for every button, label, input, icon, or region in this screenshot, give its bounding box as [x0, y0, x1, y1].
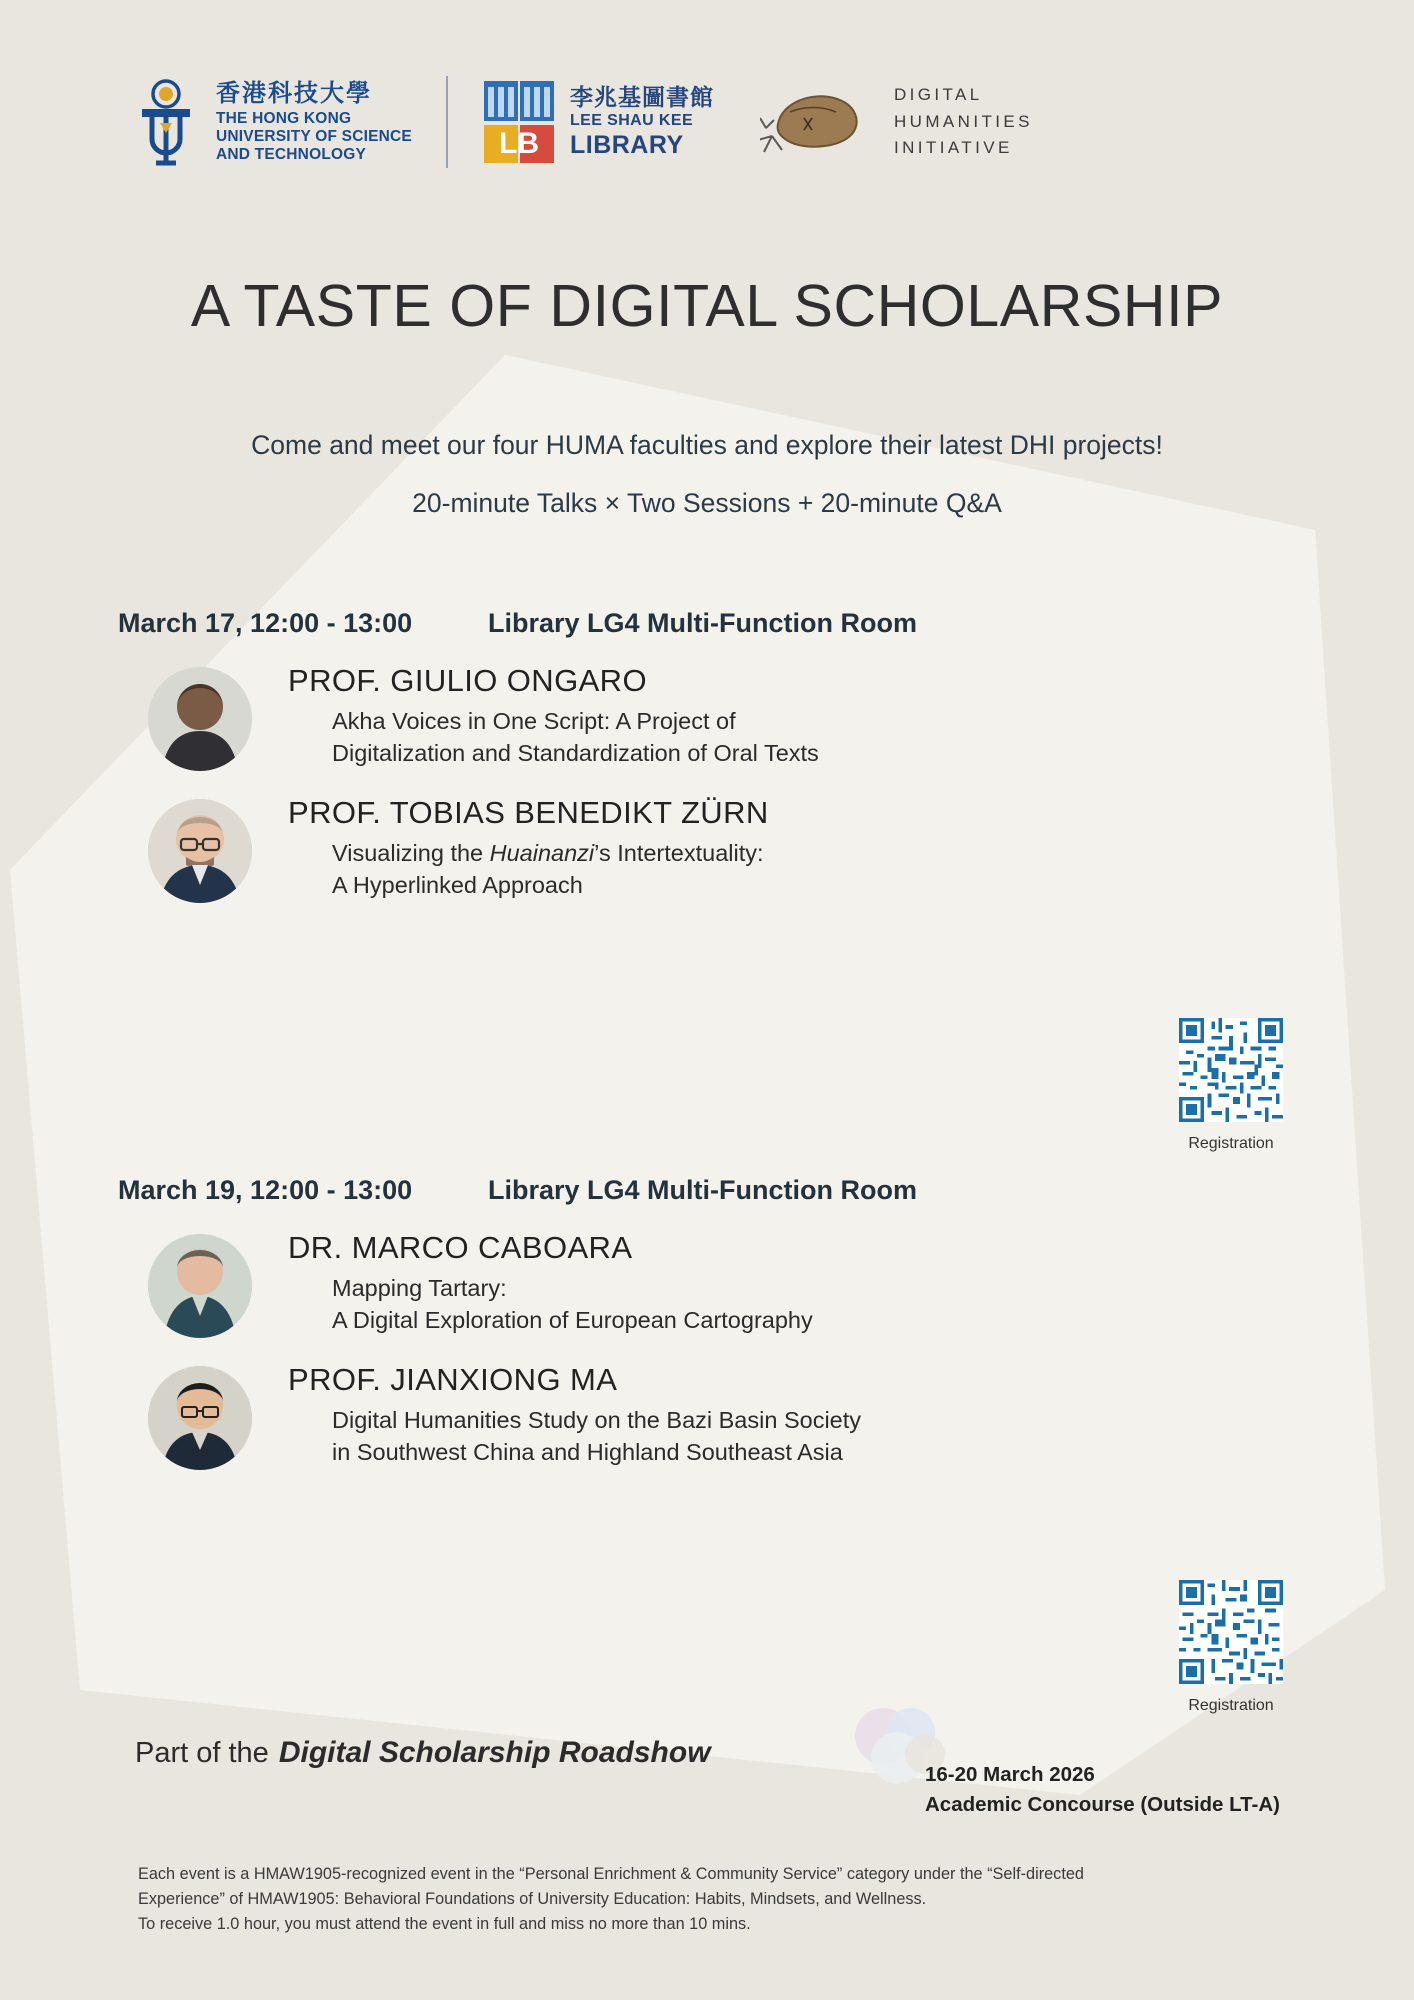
- talk-title-line2: Digitalization and Standardization of Oral Texts: [332, 740, 819, 767]
- talk-item: [118, 1228, 1304, 1338]
- poster-title: A TASTE OF DIGITAL SCHOLARSHIP: [190, 273, 1224, 339]
- speaker-name: PROF. GIULIO ONGARO: [288, 663, 647, 698]
- qr-code-icon[interactable]: [1179, 1580, 1283, 1684]
- talk-title-line1: [332, 837, 769, 869]
- speaker-portrait: [148, 667, 252, 771]
- session-2-venue: Library LG4 Multi-Function Room: [488, 1175, 917, 1205]
- speaker-portrait: [148, 799, 252, 903]
- roadshow-dates: 16-20 March 2026: [925, 1763, 1095, 1786]
- talk-title: [332, 1272, 813, 1337]
- dhi-line3: INITIATIVE: [893, 138, 1013, 158]
- qr-code-icon[interactable]: [1179, 1018, 1283, 1122]
- speaker-name: DR. MARCO CABOARA: [288, 1230, 633, 1265]
- session-2-header: [118, 1175, 1304, 1206]
- talk-text: [288, 661, 819, 770]
- dhi-line1: DIGITAL: [893, 85, 983, 105]
- talk-title: [332, 837, 769, 902]
- portrait-zurn: [148, 799, 252, 903]
- talk-item: [118, 793, 1304, 903]
- session-1: [118, 608, 1304, 903]
- logo-bar: [130, 62, 1284, 182]
- talk-text: [288, 1360, 861, 1469]
- portrait-ongaro: [148, 667, 252, 771]
- speaker-portrait: [148, 1234, 252, 1338]
- talk-title-line2: A Hyperlinked Approach: [332, 872, 583, 899]
- library-name-en2: LIBRARY: [569, 131, 684, 160]
- registration-qr-2[interactable]: [1166, 1580, 1296, 1715]
- speaker-name: PROF. JIANXIONG MA: [288, 1362, 618, 1397]
- library-name-en1: LEE SHAU KEE: [569, 112, 694, 130]
- talk-title-line2: A Digital Exploration of European Cartography: [332, 1307, 813, 1334]
- fineprint: [138, 1862, 1294, 1937]
- hkust-crest-icon: [130, 77, 202, 167]
- talk-title: [332, 705, 819, 770]
- session-1-header: [118, 608, 1304, 639]
- talk-text: [288, 1228, 813, 1337]
- roadshow-prefix: Part of the: [135, 1737, 269, 1769]
- talk-title: [332, 1404, 861, 1469]
- portrait-caboara: [148, 1234, 252, 1338]
- talk-item: [118, 661, 1304, 771]
- fineprint-line1: Each event is a HMAW1905-recognized event in the “Personal Enrichment & Community Service” category under the “Self-directed: [138, 1865, 1084, 1883]
- library-name-chinese: 李兆基圖書館: [569, 83, 714, 110]
- hkust-name-line2: UNIVERSITY OF SCIENCE: [216, 128, 412, 146]
- talk-title-post: ’s Intertextuality:: [594, 840, 764, 866]
- library-logo: [482, 79, 714, 165]
- qr-caption: Registration: [1188, 1697, 1274, 1714]
- fineprint-line3: To receive 1.0 hour, you must attend the event in full and miss no more than 10 mins.: [138, 1914, 751, 1933]
- fineprint-line2: Experience” of HMAW1905: Behavioral Foundations of University Education: Habits, Mindsets, and Wellness.: [138, 1889, 927, 1908]
- portrait-ma: [148, 1366, 252, 1470]
- hkust-name-line1: THE HONG KONG: [216, 110, 352, 128]
- talk-title-italic: Huainanzi: [489, 840, 595, 866]
- dhi-wordmark: [894, 82, 1033, 161]
- dhi-logo: [760, 82, 1033, 161]
- hkust-name-chinese: 香港科技大學: [216, 79, 372, 107]
- oracle-bone-icon: [760, 84, 868, 160]
- speaker-name: PROF. TOBIAS BENEDIKT ZÜRN: [288, 795, 769, 830]
- hkust-wordmark: [216, 80, 412, 165]
- library-building-icon: [482, 79, 556, 165]
- qr-caption: Registration: [1188, 1135, 1274, 1152]
- session-1-date: March 17, 12:00 - 13:00: [118, 608, 413, 638]
- talk-title-line1: Digital Humanities Study on the Bazi Basin Society: [332, 1407, 862, 1433]
- hkust-name-line3: AND TECHNOLOGY: [216, 146, 367, 164]
- poster-subtitle-1: Come and meet our four HUMA faculties and explore their latest DHI projects!: [251, 430, 1163, 460]
- talk-title-line1: Akha Voices in One Script: A Project of: [332, 708, 736, 734]
- session-2: [118, 1175, 1304, 1470]
- talk-item: [118, 1360, 1304, 1470]
- session-2-date: March 19, 12:00 - 13:00: [118, 1175, 413, 1205]
- talk-title-pre: Visualizing the: [332, 840, 490, 866]
- registration-qr-1[interactable]: [1166, 1018, 1296, 1153]
- poster-subtitle-2: 20-minute Talks × Two Sessions + 20-minute Q&A: [412, 488, 1002, 518]
- hkust-logo: [130, 77, 412, 167]
- library-wordmark: [570, 84, 714, 161]
- svg-text:LB: LB: [498, 127, 539, 160]
- talk-title-line1: Mapping Tartary:: [332, 1275, 507, 1301]
- roadshow-name: Digital Scholarship Roadshow: [278, 1736, 711, 1769]
- logo-divider: [446, 76, 448, 168]
- roadshow-place: Academic Concourse (Outside LT-A): [925, 1792, 1281, 1816]
- talk-title-line2: in Southwest China and Highland Southeast Asia: [332, 1439, 843, 1466]
- talk-text: [288, 793, 769, 902]
- session-1-venue: Library LG4 Multi-Function Room: [488, 608, 917, 638]
- roadshow-line: [135, 1736, 711, 1770]
- speaker-portrait: [148, 1366, 252, 1470]
- dhi-line2: HUMANITIES: [893, 111, 1033, 131]
- roadshow-when: [925, 1760, 1280, 1819]
